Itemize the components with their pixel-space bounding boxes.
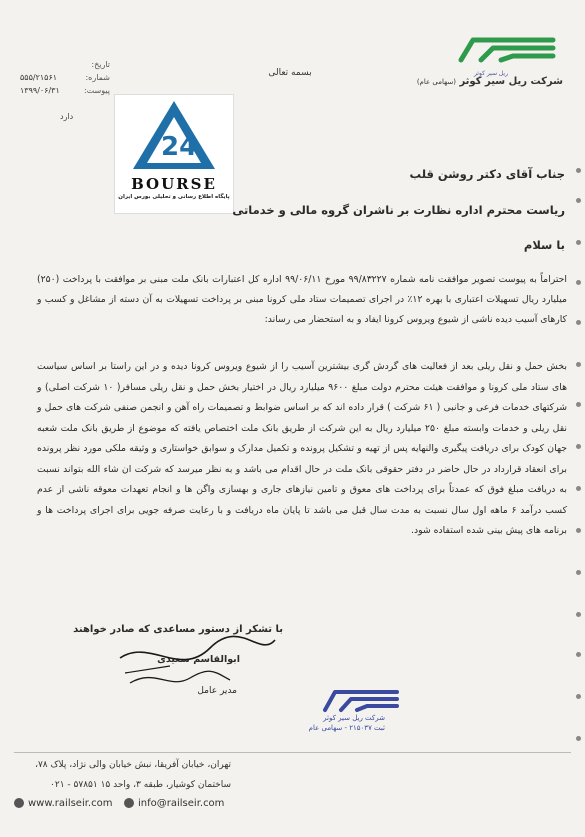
subject-line: ریاست محترم اداره نظارت بر ناشران گروه مالی و خدماتی <box>232 203 565 217</box>
footer-email[interactable] <box>124 798 224 809</box>
margin-dot <box>576 612 581 617</box>
margin-dot <box>576 240 581 245</box>
body-paragraph-1: احتراماً به پیوست تصویر موافقت نامه شماره ۹۹/۸۳۲۲۷ مورخ ۹۹/۰۶/۱۱ اداره کل اعتبارات بانک ملت مبنی بر موافقت با پرداخت (۲۵۰) میلیارد ریال تسهیلات اعتباری با بهره ۱۲٪ در اجرای تصمیمات ستاد ملی کرونا مبنی بر پرداخت تسهیلات به آن دسته از مشاغل و کسب و کارهای آسیب دیده ناشی از شیوع ویروس کرونا ایفاد و به استحضار می رساند: <box>37 274 567 325</box>
letter-meta <box>20 58 110 121</box>
footer-address-line-2: ساختمان کوشیار، طبقه ۳، واحد ۱۵ ۵۷۸۵۱ - ۰۲۱ <box>50 780 231 790</box>
bourse-logo-text: BOURSE <box>131 175 217 193</box>
footer-divider <box>14 752 571 753</box>
margin-dot <box>576 652 581 657</box>
attachment-value: دارد <box>60 112 74 121</box>
body-paragraph-2: بخش حمل و نقل ریلی بعد از فعالیت های گردش گری بیشترین آسیب را از شیوع ویروس کرونا دیده و در این راستا بر اساس سیاست های ستاد ملی کرونا و موافقت هیئت محترم دولت مبلغ ۹۶۰۰ میلیارد ریال در اختیار بخش حمل و نقل ریلی مسافر( ۱۰ شرکت اصلی) و شرکتهای خدمات فرعی و جانبی ( ۶۱ شرکت ) قرار داده اند که بر اساس ضوابط و تصمیمات راه آهن و انجمن صنفی شرکت های حمل و نقل ریلی و خدمات وابسته مبلغ ۲۵۰ میلیارد ریال به این شرکت از طریق بانک ملت اختصاص یافته که موضوع از طریق بانک ملت شعبه جهان کودک برای دریافت پیگیری والنهایه پس از تهیه و تشکیل پرونده و تکمیل مدارک و سوابق خواستاری و وثیقه ملکی مورد نظر پرونده برای انعقاد قرارداد در حال حاضر در دفتر حقوقی بانک ملت در حال اقدام می باشد و به نظر میرسد که شرکت ان شاء الله بتواند نسبت به دریافت مبلغ فوق که عمدتاً برای پرداخت های معوق و تامین نیازهای جاری و بهسازی واگن ها و انجام تعهدات معوقه ناشی از عدم کسب درآمد ۶ ماهه اول سال نسبت به مدت سال قبل می باشد تا پایان ماه دریافت و با رعایت صرفه جویی برای اجرای پرداخت ها و برنامه های پیش بینی شده استفاده شود. <box>37 361 567 536</box>
margin-dot <box>576 280 581 285</box>
margin-dot <box>576 362 581 367</box>
email-text[interactable]: info@railseir.com <box>138 798 225 809</box>
addressee: جناب آقای دکتر روشن قلب <box>409 167 565 181</box>
company-type: (سهامی عام) <box>416 78 456 86</box>
number-label: شماره: <box>85 73 110 82</box>
margin-dot <box>576 444 581 449</box>
margin-dot <box>576 694 581 699</box>
company-logo-icon <box>453 30 563 70</box>
website-text[interactable]: www.railseir.com <box>28 798 113 809</box>
stamp-line-2: ثبت ۲۱۵۰۳۷ - سهامی عام <box>308 724 385 732</box>
margin-dot <box>576 320 581 325</box>
company-logo-subtitle: ریل سیر کوثر <box>473 70 508 77</box>
company-stamp <box>285 680 415 750</box>
bismillah: بسمه تعالی <box>268 68 312 78</box>
footer-website[interactable] <box>14 798 112 809</box>
margin-dot <box>576 570 581 575</box>
margin-dot <box>576 402 581 407</box>
handwritten-signature <box>110 628 280 698</box>
email-icon <box>124 798 134 808</box>
stamp-line-1: شرکت ریل سیر کوثر <box>323 714 385 722</box>
company-name-text: شرکت ریل سیر کوثر <box>459 76 563 87</box>
stamp-logo-icon <box>285 680 415 716</box>
signer-name: ابوالقاسم سعیدی <box>157 654 240 665</box>
greeting: با سلام <box>523 238 565 252</box>
bourse-logo-icon <box>115 95 233 175</box>
bourse-watermark <box>114 94 234 214</box>
footer-address-line-1: تهران، خیابان آفریقا، نبش خیابان والی نژاد، پلاک ۷۸، <box>35 760 231 770</box>
date-value: ۱۳۹۹/۰۶/۳۱ <box>20 86 60 95</box>
bourse-caption: پایگاه اطلاع رسانی و تحلیلی بورس ایران <box>118 194 230 200</box>
margin-dot <box>576 486 581 491</box>
margin-dot <box>576 736 581 741</box>
closing-line: با تشکر از دستور مساعدی که صادر خواهند <box>73 624 283 635</box>
attachment-label: پیوست: <box>83 86 110 95</box>
signer-title: مدیر عامل <box>197 686 237 696</box>
globe-icon <box>14 798 24 808</box>
svg-text:24: 24 <box>161 132 198 162</box>
margin-dot <box>576 528 581 533</box>
margin-dot <box>576 198 581 203</box>
company-header <box>413 30 563 87</box>
company-name <box>413 76 563 87</box>
number-value: ۵۵۵/۲۱۵۶۱ <box>20 73 58 82</box>
margin-dot <box>576 168 581 173</box>
date-label: تاریخ: <box>91 60 110 69</box>
